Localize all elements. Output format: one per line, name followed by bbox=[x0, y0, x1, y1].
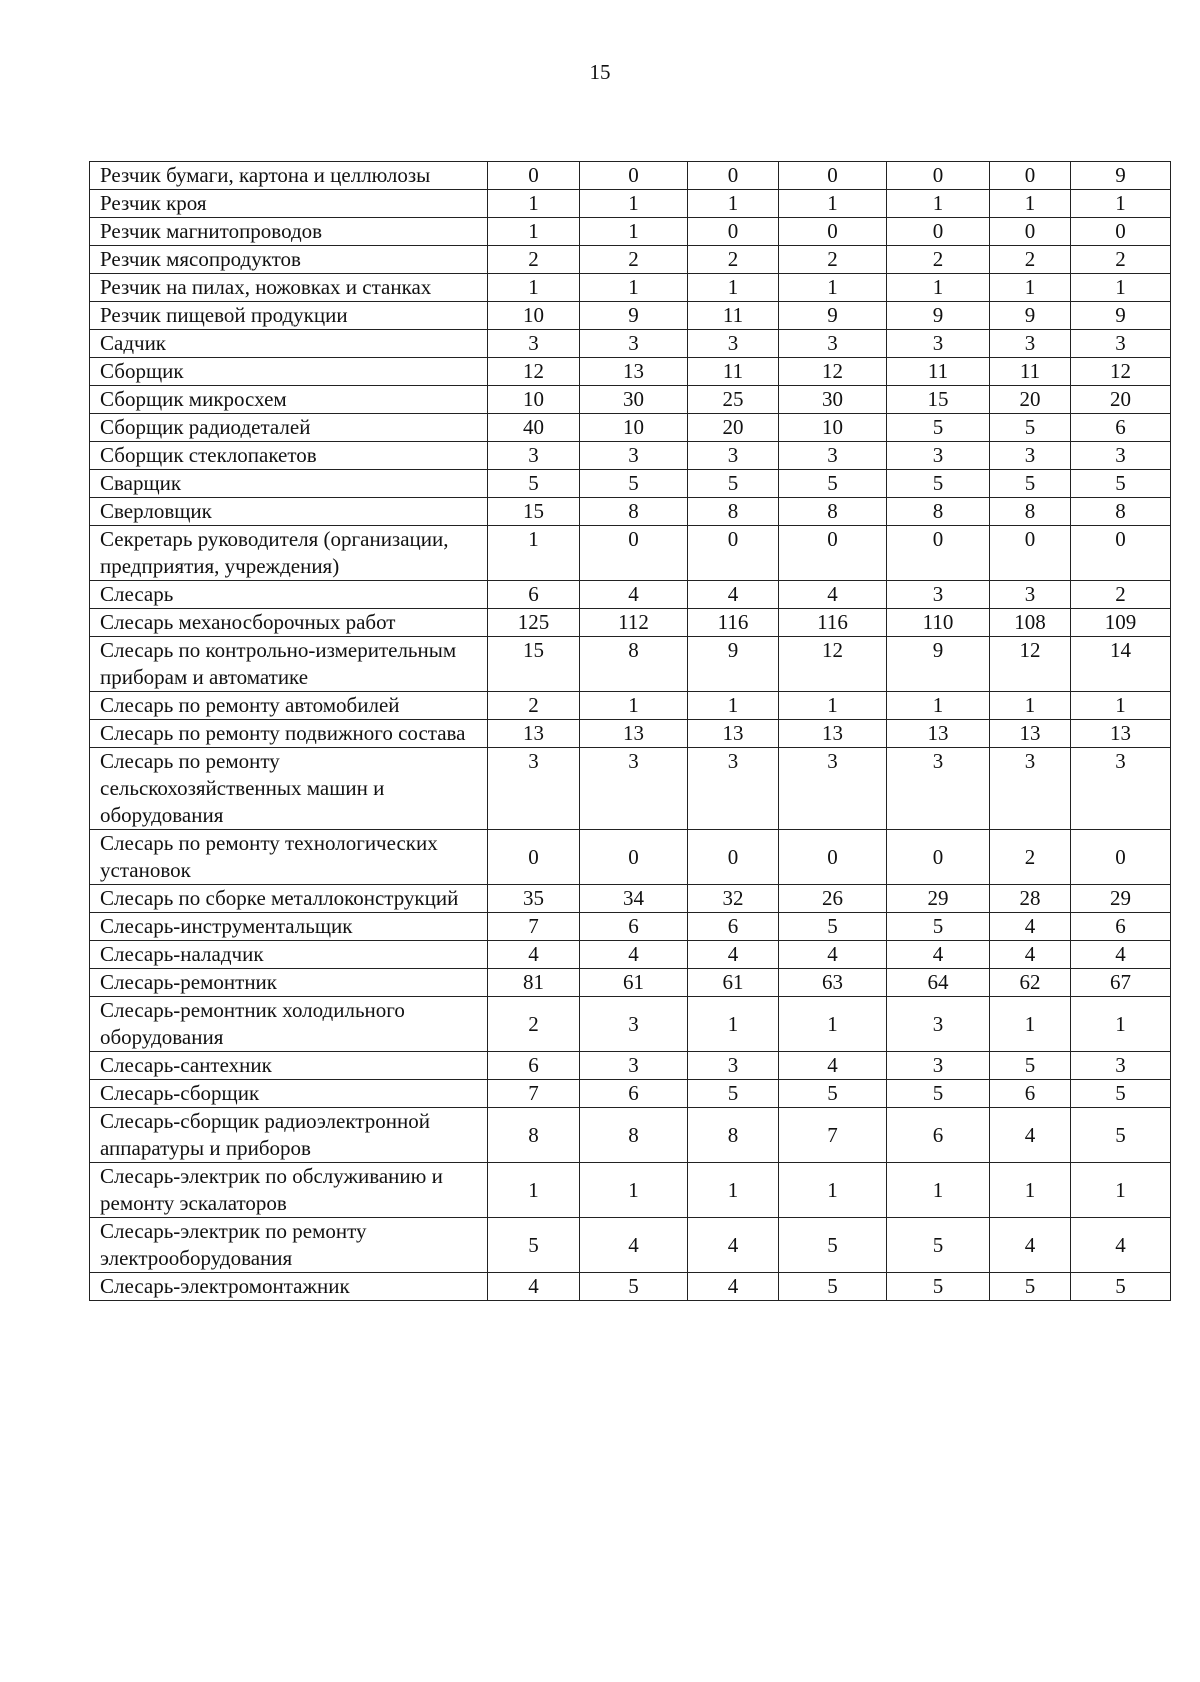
table-row bbox=[90, 720, 1171, 748]
value-cell: 61 bbox=[688, 969, 779, 997]
value-cell: 2 bbox=[488, 997, 580, 1052]
value-cell: 15 bbox=[488, 498, 580, 526]
value-cell: 0 bbox=[488, 830, 580, 885]
table-row bbox=[90, 414, 1171, 442]
value-cell: 3 bbox=[580, 997, 688, 1052]
value-cell: 9 bbox=[779, 302, 887, 330]
table-row bbox=[90, 470, 1171, 498]
value-cell: 1 bbox=[1071, 190, 1171, 218]
value-cell: 5 bbox=[779, 913, 887, 941]
profession-name-cell: Слесарь по сборке металлоконструкций bbox=[90, 885, 488, 913]
value-cell: 8 bbox=[580, 1108, 688, 1163]
profession-name-cell: Слесарь по контрольно-измерительным приборам и автоматике bbox=[90, 637, 488, 692]
value-cell: 0 bbox=[688, 218, 779, 246]
value-cell: 13 bbox=[887, 720, 990, 748]
value-cell: 67 bbox=[1071, 969, 1171, 997]
value-cell: 8 bbox=[1071, 498, 1171, 526]
profession-name-cell: Сборщик bbox=[90, 358, 488, 386]
value-cell: 12 bbox=[990, 637, 1071, 692]
value-cell: 20 bbox=[990, 386, 1071, 414]
value-cell: 5 bbox=[990, 414, 1071, 442]
table-row bbox=[90, 526, 1171, 581]
profession-name-cell: Слесарь механосборочных работ bbox=[90, 609, 488, 637]
value-cell: 1 bbox=[488, 1163, 580, 1218]
profession-name-cell: Слесарь по ремонту технологических установок bbox=[90, 830, 488, 885]
value-cell: 11 bbox=[990, 358, 1071, 386]
value-cell: 5 bbox=[887, 1218, 990, 1273]
value-cell: 2 bbox=[887, 246, 990, 274]
value-cell: 12 bbox=[488, 358, 580, 386]
value-cell: 4 bbox=[887, 941, 990, 969]
table-row bbox=[90, 190, 1171, 218]
value-cell: 3 bbox=[1071, 442, 1171, 470]
profession-name-cell: Слесарь-сборщик радиоэлектронной аппаратуры и приборов bbox=[90, 1108, 488, 1163]
value-cell: 2 bbox=[779, 246, 887, 274]
value-cell: 62 bbox=[990, 969, 1071, 997]
value-cell: 1 bbox=[688, 997, 779, 1052]
value-cell: 29 bbox=[887, 885, 990, 913]
value-cell: 2 bbox=[688, 246, 779, 274]
value-cell: 5 bbox=[1071, 1273, 1171, 1301]
profession-name-cell: Сборщик микросхем bbox=[90, 386, 488, 414]
table-row bbox=[90, 302, 1171, 330]
value-cell: 1 bbox=[887, 692, 990, 720]
value-cell: 5 bbox=[688, 470, 779, 498]
value-cell: 8 bbox=[580, 498, 688, 526]
value-cell: 4 bbox=[688, 941, 779, 969]
value-cell: 13 bbox=[1071, 720, 1171, 748]
profession-name-cell: Слесарь bbox=[90, 581, 488, 609]
profession-name-cell: Слесарь-сборщик bbox=[90, 1080, 488, 1108]
profession-name-cell: Слесарь-ремонтник холодильного оборудования bbox=[90, 997, 488, 1052]
value-cell: 4 bbox=[580, 581, 688, 609]
value-cell: 30 bbox=[580, 386, 688, 414]
value-cell: 3 bbox=[1071, 1052, 1171, 1080]
value-cell: 0 bbox=[779, 162, 887, 190]
value-cell: 10 bbox=[779, 414, 887, 442]
table-row bbox=[90, 218, 1171, 246]
value-cell: 1 bbox=[580, 274, 688, 302]
value-cell: 0 bbox=[990, 218, 1071, 246]
value-cell: 1 bbox=[779, 274, 887, 302]
table-row bbox=[90, 609, 1171, 637]
value-cell: 14 bbox=[1071, 637, 1171, 692]
value-cell: 4 bbox=[580, 941, 688, 969]
value-cell: 2 bbox=[1071, 581, 1171, 609]
value-cell: 13 bbox=[688, 720, 779, 748]
table-row bbox=[90, 358, 1171, 386]
value-cell: 61 bbox=[580, 969, 688, 997]
value-cell: 5 bbox=[488, 1218, 580, 1273]
value-cell: 9 bbox=[887, 637, 990, 692]
value-cell: 1 bbox=[779, 1163, 887, 1218]
profession-name-cell: Слесарь-инструментальщик bbox=[90, 913, 488, 941]
table-row bbox=[90, 246, 1171, 274]
value-cell: 2 bbox=[990, 830, 1071, 885]
table-row bbox=[90, 997, 1171, 1052]
value-cell: 12 bbox=[779, 358, 887, 386]
value-cell: 108 bbox=[990, 609, 1071, 637]
profession-name-cell: Резчик кроя bbox=[90, 190, 488, 218]
value-cell: 5 bbox=[580, 470, 688, 498]
value-cell: 4 bbox=[488, 941, 580, 969]
value-cell: 1 bbox=[990, 274, 1071, 302]
value-cell: 3 bbox=[1071, 330, 1171, 358]
value-cell: 5 bbox=[779, 1080, 887, 1108]
value-cell: 0 bbox=[1071, 218, 1171, 246]
table-row bbox=[90, 1273, 1171, 1301]
table-row bbox=[90, 1108, 1171, 1163]
value-cell: 3 bbox=[887, 330, 990, 358]
value-cell: 81 bbox=[488, 969, 580, 997]
value-cell: 1 bbox=[990, 190, 1071, 218]
value-cell: 5 bbox=[580, 1273, 688, 1301]
value-cell: 6 bbox=[688, 913, 779, 941]
value-cell: 5 bbox=[779, 1218, 887, 1273]
profession-name-cell: Секретарь руководителя (организации, предприятия, учреждения) bbox=[90, 526, 488, 581]
value-cell: 1 bbox=[688, 692, 779, 720]
value-cell: 1 bbox=[990, 1163, 1071, 1218]
table-row bbox=[90, 1163, 1171, 1218]
value-cell: 0 bbox=[688, 162, 779, 190]
value-cell: 25 bbox=[688, 386, 779, 414]
value-cell: 116 bbox=[688, 609, 779, 637]
value-cell: 1 bbox=[887, 190, 990, 218]
value-cell: 26 bbox=[779, 885, 887, 913]
value-cell: 0 bbox=[779, 526, 887, 581]
value-cell: 6 bbox=[1071, 414, 1171, 442]
value-cell: 5 bbox=[887, 1080, 990, 1108]
value-cell: 12 bbox=[1071, 358, 1171, 386]
value-cell: 9 bbox=[688, 637, 779, 692]
value-cell: 9 bbox=[887, 302, 990, 330]
table-body bbox=[90, 162, 1171, 1301]
profession-name-cell: Слесарь по ремонту подвижного состава bbox=[90, 720, 488, 748]
value-cell: 3 bbox=[887, 442, 990, 470]
value-cell: 3 bbox=[779, 330, 887, 358]
value-cell: 5 bbox=[688, 1080, 779, 1108]
value-cell: 1 bbox=[580, 1163, 688, 1218]
value-cell: 4 bbox=[779, 581, 887, 609]
value-cell: 1 bbox=[779, 997, 887, 1052]
value-cell: 5 bbox=[887, 414, 990, 442]
value-cell: 116 bbox=[779, 609, 887, 637]
profession-name-cell: Слесарь-наладчик bbox=[90, 941, 488, 969]
value-cell: 8 bbox=[488, 1108, 580, 1163]
value-cell: 3 bbox=[488, 748, 580, 830]
value-cell: 109 bbox=[1071, 609, 1171, 637]
value-cell: 8 bbox=[779, 498, 887, 526]
value-cell: 1 bbox=[488, 190, 580, 218]
value-cell: 35 bbox=[488, 885, 580, 913]
value-cell: 0 bbox=[580, 162, 688, 190]
value-cell: 7 bbox=[488, 913, 580, 941]
table-row bbox=[90, 442, 1171, 470]
profession-name-cell: Слесарь-электрик по ремонту электрооборудования bbox=[90, 1218, 488, 1273]
value-cell: 1 bbox=[488, 218, 580, 246]
value-cell: 3 bbox=[1071, 748, 1171, 830]
value-cell: 0 bbox=[580, 526, 688, 581]
value-cell: 0 bbox=[887, 162, 990, 190]
profession-name-cell: Сборщик радиодеталей bbox=[90, 414, 488, 442]
value-cell: 3 bbox=[688, 748, 779, 830]
value-cell: 0 bbox=[688, 526, 779, 581]
table-row bbox=[90, 330, 1171, 358]
value-cell: 3 bbox=[580, 748, 688, 830]
value-cell: 12 bbox=[779, 637, 887, 692]
value-cell: 3 bbox=[990, 581, 1071, 609]
profession-name-cell: Слесарь-электромонтажник bbox=[90, 1273, 488, 1301]
profession-name-cell: Сварщик bbox=[90, 470, 488, 498]
value-cell: 125 bbox=[488, 609, 580, 637]
value-cell: 11 bbox=[887, 358, 990, 386]
value-cell: 1 bbox=[1071, 997, 1171, 1052]
value-cell: 40 bbox=[488, 414, 580, 442]
profession-name-cell: Резчик пищевой продукции bbox=[90, 302, 488, 330]
value-cell: 3 bbox=[580, 330, 688, 358]
table-row bbox=[90, 162, 1171, 190]
value-cell: 4 bbox=[990, 913, 1071, 941]
table-row bbox=[90, 386, 1171, 414]
value-cell: 6 bbox=[990, 1080, 1071, 1108]
value-cell: 13 bbox=[990, 720, 1071, 748]
value-cell: 0 bbox=[887, 218, 990, 246]
value-cell: 2 bbox=[990, 246, 1071, 274]
table-row bbox=[90, 581, 1171, 609]
value-cell: 11 bbox=[688, 302, 779, 330]
profession-name-cell: Резчик бумаги, картона и целлюлозы bbox=[90, 162, 488, 190]
table-row bbox=[90, 941, 1171, 969]
value-cell: 8 bbox=[688, 1108, 779, 1163]
value-cell: 4 bbox=[488, 1273, 580, 1301]
profession-name-cell: Резчик на пилах, ножовках и станках bbox=[90, 274, 488, 302]
value-cell: 3 bbox=[887, 997, 990, 1052]
value-cell: 5 bbox=[1071, 1108, 1171, 1163]
table-row bbox=[90, 274, 1171, 302]
value-cell: 5 bbox=[990, 470, 1071, 498]
value-cell: 6 bbox=[580, 913, 688, 941]
table-row bbox=[90, 1080, 1171, 1108]
value-cell: 63 bbox=[779, 969, 887, 997]
table-row bbox=[90, 1218, 1171, 1273]
value-cell: 0 bbox=[887, 526, 990, 581]
value-cell: 2 bbox=[488, 246, 580, 274]
value-cell: 9 bbox=[1071, 162, 1171, 190]
value-cell: 0 bbox=[1071, 830, 1171, 885]
value-cell: 10 bbox=[488, 386, 580, 414]
value-cell: 5 bbox=[887, 913, 990, 941]
value-cell: 20 bbox=[1071, 386, 1171, 414]
value-cell: 0 bbox=[990, 162, 1071, 190]
value-cell: 0 bbox=[688, 830, 779, 885]
value-cell: 4 bbox=[1071, 941, 1171, 969]
value-cell: 7 bbox=[488, 1080, 580, 1108]
value-cell: 32 bbox=[688, 885, 779, 913]
value-cell: 4 bbox=[688, 1218, 779, 1273]
value-cell: 1 bbox=[580, 692, 688, 720]
value-cell: 8 bbox=[580, 637, 688, 692]
value-cell: 5 bbox=[779, 470, 887, 498]
value-cell: 15 bbox=[488, 637, 580, 692]
value-cell: 3 bbox=[488, 442, 580, 470]
value-cell: 112 bbox=[580, 609, 688, 637]
profession-name-cell: Садчик bbox=[90, 330, 488, 358]
value-cell: 3 bbox=[688, 330, 779, 358]
value-cell: 1 bbox=[779, 692, 887, 720]
value-cell: 5 bbox=[887, 470, 990, 498]
vacancies-table bbox=[89, 161, 1171, 1301]
table-row bbox=[90, 748, 1171, 830]
value-cell: 3 bbox=[990, 748, 1071, 830]
value-cell: 3 bbox=[887, 748, 990, 830]
value-cell: 2 bbox=[488, 692, 580, 720]
value-cell: 5 bbox=[779, 1273, 887, 1301]
value-cell: 3 bbox=[688, 1052, 779, 1080]
value-cell: 8 bbox=[688, 498, 779, 526]
value-cell: 0 bbox=[488, 162, 580, 190]
value-cell: 4 bbox=[688, 581, 779, 609]
value-cell: 30 bbox=[779, 386, 887, 414]
value-cell: 20 bbox=[688, 414, 779, 442]
profession-name-cell: Слесарь-сантехник bbox=[90, 1052, 488, 1080]
value-cell: 3 bbox=[779, 748, 887, 830]
value-cell: 5 bbox=[887, 1273, 990, 1301]
value-cell: 10 bbox=[580, 414, 688, 442]
profession-name-cell: Сборщик стеклопакетов bbox=[90, 442, 488, 470]
value-cell: 110 bbox=[887, 609, 990, 637]
table-row bbox=[90, 498, 1171, 526]
value-cell: 5 bbox=[990, 1273, 1071, 1301]
value-cell: 8 bbox=[990, 498, 1071, 526]
value-cell: 3 bbox=[688, 442, 779, 470]
value-cell: 4 bbox=[688, 1273, 779, 1301]
value-cell: 1 bbox=[990, 692, 1071, 720]
table-row bbox=[90, 969, 1171, 997]
profession-name-cell: Резчик магнитопроводов bbox=[90, 218, 488, 246]
value-cell: 9 bbox=[1071, 302, 1171, 330]
value-cell: 3 bbox=[990, 330, 1071, 358]
value-cell: 13 bbox=[779, 720, 887, 748]
value-cell: 9 bbox=[990, 302, 1071, 330]
value-cell: 2 bbox=[580, 246, 688, 274]
value-cell: 4 bbox=[990, 1108, 1071, 1163]
value-cell: 1 bbox=[688, 1163, 779, 1218]
value-cell: 11 bbox=[688, 358, 779, 386]
value-cell: 4 bbox=[990, 941, 1071, 969]
value-cell: 15 bbox=[887, 386, 990, 414]
value-cell: 4 bbox=[580, 1218, 688, 1273]
value-cell: 0 bbox=[779, 830, 887, 885]
value-cell: 3 bbox=[488, 330, 580, 358]
value-cell: 4 bbox=[779, 941, 887, 969]
value-cell: 5 bbox=[1071, 470, 1171, 498]
value-cell: 9 bbox=[580, 302, 688, 330]
value-cell: 5 bbox=[990, 1052, 1071, 1080]
value-cell: 64 bbox=[887, 969, 990, 997]
table-row bbox=[90, 885, 1171, 913]
value-cell: 1 bbox=[990, 997, 1071, 1052]
value-cell: 3 bbox=[580, 1052, 688, 1080]
value-cell: 3 bbox=[580, 442, 688, 470]
value-cell: 28 bbox=[990, 885, 1071, 913]
value-cell: 0 bbox=[990, 526, 1071, 581]
value-cell: 3 bbox=[779, 442, 887, 470]
value-cell: 4 bbox=[990, 1218, 1071, 1273]
value-cell: 13 bbox=[488, 720, 580, 748]
value-cell: 0 bbox=[1071, 526, 1171, 581]
value-cell: 6 bbox=[488, 581, 580, 609]
table-row bbox=[90, 913, 1171, 941]
value-cell: 0 bbox=[580, 830, 688, 885]
value-cell: 1 bbox=[488, 274, 580, 302]
value-cell: 6 bbox=[887, 1108, 990, 1163]
profession-name-cell: Слесарь по ремонту автомобилей bbox=[90, 692, 488, 720]
value-cell: 29 bbox=[1071, 885, 1171, 913]
value-cell: 1 bbox=[1071, 1163, 1171, 1218]
value-cell: 1 bbox=[1071, 692, 1171, 720]
value-cell: 1 bbox=[779, 190, 887, 218]
table-row bbox=[90, 692, 1171, 720]
value-cell: 1 bbox=[580, 190, 688, 218]
value-cell: 3 bbox=[887, 1052, 990, 1080]
value-cell: 0 bbox=[887, 830, 990, 885]
value-cell: 1 bbox=[688, 274, 779, 302]
table-row bbox=[90, 830, 1171, 885]
profession-name-cell: Резчик мясопродуктов bbox=[90, 246, 488, 274]
value-cell: 10 bbox=[488, 302, 580, 330]
value-cell: 1 bbox=[488, 526, 580, 581]
value-cell: 3 bbox=[887, 581, 990, 609]
value-cell: 5 bbox=[488, 470, 580, 498]
value-cell: 3 bbox=[990, 442, 1071, 470]
value-cell: 1 bbox=[887, 1163, 990, 1218]
value-cell: 13 bbox=[580, 720, 688, 748]
profession-name-cell: Слесарь по ремонту сельскохозяйственных машин и оборудования bbox=[90, 748, 488, 830]
value-cell: 8 bbox=[887, 498, 990, 526]
value-cell: 4 bbox=[1071, 1218, 1171, 1273]
value-cell: 1 bbox=[688, 190, 779, 218]
value-cell: 5 bbox=[1071, 1080, 1171, 1108]
value-cell: 6 bbox=[488, 1052, 580, 1080]
value-cell: 34 bbox=[580, 885, 688, 913]
value-cell: 6 bbox=[580, 1080, 688, 1108]
profession-name-cell: Сверловщик bbox=[90, 498, 488, 526]
profession-name-cell: Слесарь-электрик по обслуживанию и ремонту эскалаторов bbox=[90, 1163, 488, 1218]
value-cell: 2 bbox=[1071, 246, 1171, 274]
value-cell: 7 bbox=[779, 1108, 887, 1163]
profession-name-cell: Слесарь-ремонтник bbox=[90, 969, 488, 997]
table-row bbox=[90, 1052, 1171, 1080]
value-cell: 6 bbox=[1071, 913, 1171, 941]
value-cell: 4 bbox=[779, 1052, 887, 1080]
value-cell: 1 bbox=[580, 218, 688, 246]
table-row bbox=[90, 637, 1171, 692]
value-cell: 1 bbox=[887, 274, 990, 302]
value-cell: 0 bbox=[779, 218, 887, 246]
value-cell: 13 bbox=[580, 358, 688, 386]
value-cell: 1 bbox=[1071, 274, 1171, 302]
page-number: 15 bbox=[589, 60, 611, 84]
